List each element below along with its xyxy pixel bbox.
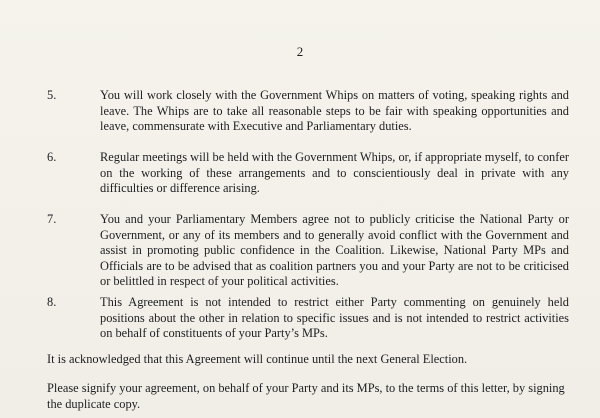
clause-text: You and your Parliamentary Members agree not to publicly criticise the National Party or Government, or any of its members and to generally avoid conflict with the Government and assist in promoting public confidence in the Coalition. Likewise, National Party MPs and Officials are to be advised that as coalition partners you and your Party are not to be criticised or belittled in respect of your political activities.	[100, 212, 569, 289]
clause-number: 8.	[47, 295, 57, 309]
continuation-paragraph: It is acknowledged that this Agreement will continue until the next General Election.	[47, 352, 468, 366]
page-number: 2	[296, 44, 304, 59]
signature-request-paragraph: Please signify your agreement, on behalf of your Party and its MPs, to the terms of this letter, by signing the duplicate copy.	[47, 381, 565, 411]
clause-number: 7.	[47, 212, 57, 226]
clause-number: 5.	[47, 88, 57, 102]
clause-text: This Agreement is not intended to restrict either Party commenting on genuinely held positions about the other in relation to specific issues and is not intended to restrict activities on behalf of constituents of your Party’s MPs.	[100, 295, 569, 341]
clause-text: You will work closely with the Government Whips on matters of voting, speaking rights and leave. The Whips are to take all reasonable steps to be fair with speaking opportunities and leave, commensurate with Executive and Parliamentary duties.	[100, 88, 569, 134]
clause-number: 6.	[47, 150, 57, 164]
clause-text: Regular meetings will be held with the Government Whips, or, if appropriate myself, to confer on the working of these arrangements and to conscientiously deal in private with any difficulties or difference arising.	[100, 150, 569, 196]
